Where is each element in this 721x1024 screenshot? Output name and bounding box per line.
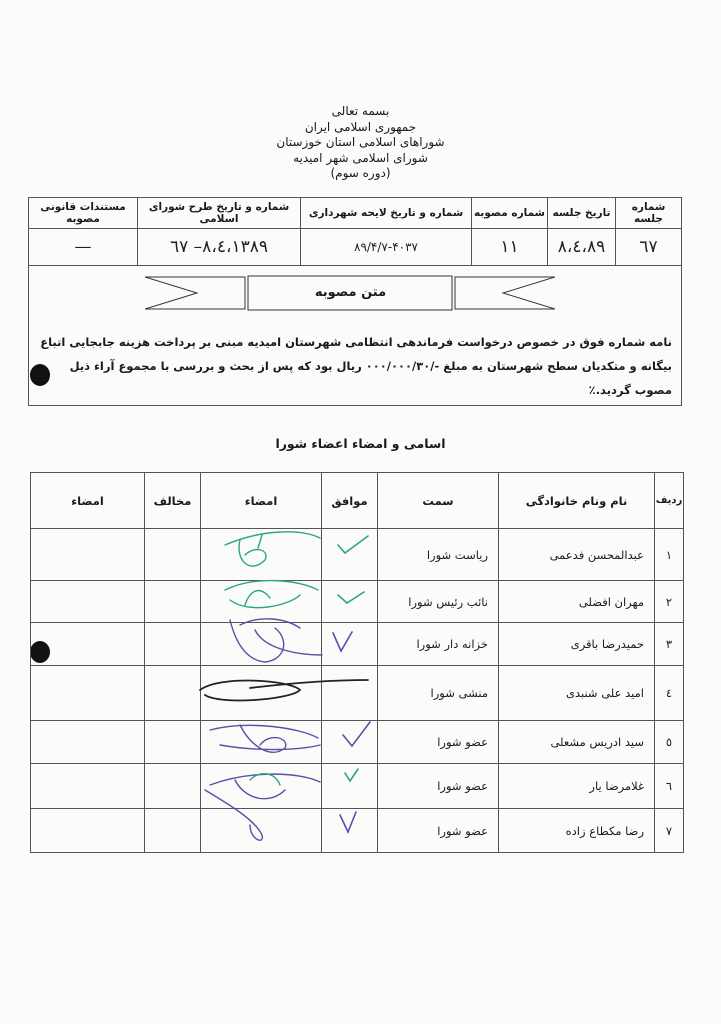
header-line: شورای اسلامی شهر امیدیه: [293, 150, 428, 165]
disagree-cell: [145, 529, 201, 581]
member-role: ریاست شورا: [378, 529, 499, 581]
header-line: بسمه تعالی: [331, 104, 390, 118]
signature-cell: [31, 666, 145, 721]
agree-cell: [322, 666, 378, 721]
member-name: حمیدرضا باقری: [499, 623, 655, 666]
row-number: ۷: [655, 809, 684, 853]
col-header: مستندات قانونی مصوبه: [29, 198, 138, 229]
signature-cell: [201, 764, 322, 809]
signature-cell: [201, 529, 322, 581]
col-header: شماره جلسه: [616, 198, 682, 229]
signature-cell: [31, 809, 145, 853]
signature-cell: [201, 721, 322, 764]
signature-cell: [31, 581, 145, 623]
signature-cell: [201, 581, 322, 623]
row-number: ۳: [655, 623, 684, 666]
col-header: امضاء: [31, 473, 145, 529]
row-number: ٤: [655, 666, 684, 721]
disagree-cell: [145, 764, 201, 809]
col-header: تاریخ جلسه: [548, 198, 616, 229]
member-role: نائب رئیس شورا: [378, 581, 499, 623]
agree-cell: [322, 581, 378, 623]
member-role: خزانه دار شورا: [378, 623, 499, 666]
member-row: [31, 721, 684, 764]
member-row: [31, 529, 684, 581]
resolution-title: متن مصوبه: [314, 285, 387, 300]
members-table: [30, 472, 684, 853]
col-header: موافق: [322, 473, 378, 529]
signature-cell: [31, 764, 145, 809]
member-row: [31, 666, 684, 721]
member-role: عضو شورا: [378, 764, 499, 809]
disagree-cell: [145, 666, 201, 721]
member-name: سید ادریس مشعلی: [499, 721, 655, 764]
header-line: شوراهای اسلامی استان خوزستان: [276, 135, 445, 149]
member-row: [31, 581, 684, 623]
resolution-info-table: [28, 197, 682, 266]
signature-cell: [201, 809, 322, 853]
document-header: [0, 104, 721, 182]
col-header: نام ونام خانوادگی: [499, 473, 655, 529]
signature-cell: [31, 721, 145, 764]
col-header: مخالف: [145, 473, 201, 529]
signature-cell: [31, 529, 145, 581]
row-number: ٦: [655, 764, 684, 809]
municipality-bill: ۸۹/۴/۷-۴۰۳۷: [301, 229, 472, 266]
resolution-body: نامه شماره فوق در خصوص درخواست فرماندهی انتظامی شهرستان امیدیه مبنی بر پرداخت هزینه جابجایی اتباع بیگانه و متکدیان سطح شهرستان به مبلغ -/۰۰۰/۰۰۰/۳۰ ریال بود که پس از بحث و بررسی با مجموع آراء ذیل مصوب گردید.٪: [40, 335, 672, 397]
agree-cell: [322, 721, 378, 764]
member-name: غلامرضا یار: [499, 764, 655, 809]
header-line: جمهوری اسلامی ایران: [304, 119, 417, 134]
agree-cell: [322, 529, 378, 581]
header-line: (دوره سوم): [330, 166, 391, 180]
member-row: [31, 764, 684, 809]
row-number: ۱: [655, 529, 684, 581]
signature-cell: [201, 666, 322, 721]
member-role: منشی شورا: [378, 666, 499, 721]
disagree-cell: [145, 623, 201, 666]
signature-cell: [201, 623, 322, 666]
member-role: عضو شورا: [378, 721, 499, 764]
agree-cell: [322, 623, 378, 666]
disagree-cell: [145, 809, 201, 853]
member-row: [31, 809, 684, 853]
agree-cell: [322, 809, 378, 853]
disagree-cell: [145, 721, 201, 764]
disagree-cell: [145, 581, 201, 623]
session-number: ٦٧: [616, 229, 682, 266]
agree-cell: [322, 764, 378, 809]
member-row: [31, 623, 684, 666]
member-name: مهران افضلی: [499, 581, 655, 623]
col-header: ردیف: [655, 473, 684, 529]
row-number: ۲: [655, 581, 684, 623]
resolution-number: ۱۱: [472, 229, 548, 266]
signature-cell: [31, 623, 145, 666]
col-header: امضاء: [201, 473, 322, 529]
member-name: امید علی شنبدی: [499, 666, 655, 721]
row-number: ٥: [655, 721, 684, 764]
punch-hole: [30, 364, 50, 386]
col-header: شماره و تاریخ طرح شورای اسلامی: [138, 198, 301, 229]
col-header: سمت: [378, 473, 499, 529]
col-header: شماره و تاریخ لایحه شهرداری: [301, 198, 472, 229]
members-title: اسامی و امضاء اعضاء شورا: [275, 436, 446, 451]
session-date: ۸۹،٤،۸: [548, 229, 616, 266]
council-plan: ۱۳۸۹،٤،۸– ٦٧: [138, 229, 301, 266]
member-name: عبدالمحسن فدعمی: [499, 529, 655, 581]
legal-basis: —: [29, 229, 138, 266]
member-name: رضا مکطاع زاده: [499, 809, 655, 853]
member-role: عضو شورا: [378, 809, 499, 853]
col-header: شماره مصوبه: [472, 198, 548, 229]
